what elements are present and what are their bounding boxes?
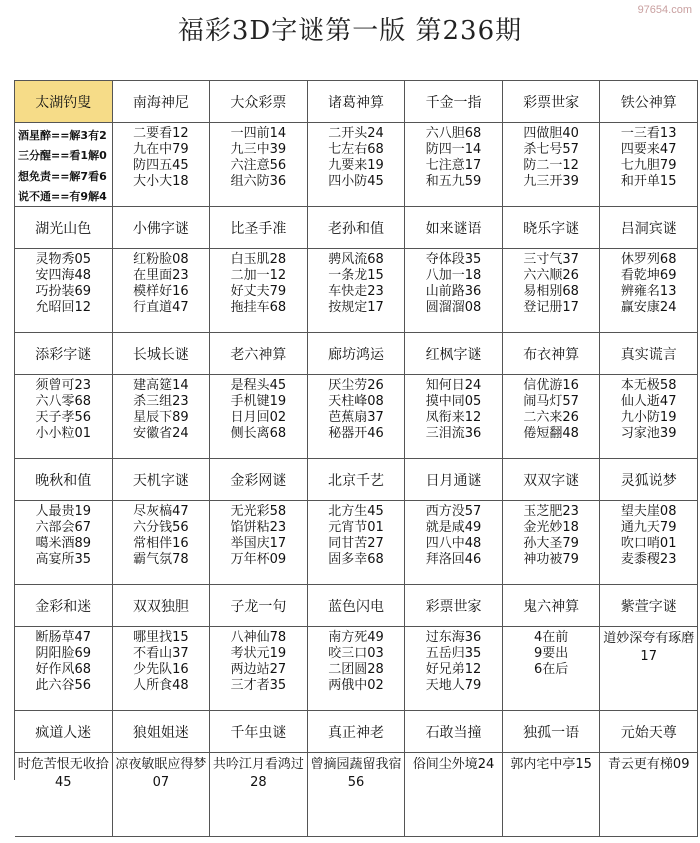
riddle-line: 通九天79 [620,520,677,535]
riddle-line: 哪里找15 [133,630,189,645]
riddle-line: 凤衔来12 [425,410,482,425]
riddle-cell [308,249,406,333]
riddle-line: 九要来19 [328,158,384,173]
riddle-cell [503,753,601,837]
riddle-line: 七九胆79 [620,158,677,173]
riddle-line: 三寸气37 [523,252,579,267]
riddle-line: 阴阳脸69 [35,646,92,661]
column-header: 铁公神算 [600,81,698,123]
column-header: 石敢当撞 [405,711,503,753]
riddle-line: 霸气氛78 [133,552,189,567]
riddle-cell [308,123,406,207]
column-header: 添彩字谜 [15,333,113,375]
riddle-line: 四八中48 [425,536,482,551]
column-header: 如来谜语 [405,207,503,249]
riddle-cell [15,249,113,333]
riddle-cell [210,627,308,711]
riddle-cell [600,375,698,459]
riddle-line: 好作风68 [35,662,92,677]
riddle-cell [405,501,503,585]
column-header: 小佛字谜 [113,207,211,249]
column-header: 鬼六神算 [503,585,601,627]
riddle-line: 考状元19 [230,646,287,661]
riddle-cell [503,249,601,333]
riddle-line: 玉芝肥23 [523,504,579,519]
riddle-cell [405,249,503,333]
riddle-line: 六部会67 [35,520,92,535]
column-header: 红枫字谜 [405,333,503,375]
riddle-cell [15,501,113,585]
column-header: 金彩网谜 [210,459,308,501]
riddle-line: 元宵节01 [328,520,384,535]
riddle-cell [113,627,211,711]
riddle-line: 看乾坤69 [620,268,677,283]
riddle-line: 四要来47 [620,142,677,157]
riddle-line: 四小防45 [328,174,384,189]
riddle-line: 举国庆17 [230,536,287,551]
riddle-line: 麦黍稷23 [620,552,677,567]
riddle-line: 防四一14 [425,142,482,157]
riddle-line: 金光妙18 [523,520,579,535]
riddle-line: 辨雍名13 [620,284,677,299]
column-header: 廊坊鸿运 [308,333,406,375]
riddle-line: 是程头45 [230,378,287,393]
riddle-line: 倦短翻48 [523,426,579,441]
riddle-line: 模样好16 [133,284,189,299]
column-header: 蓝色闪电 [308,585,406,627]
riddle-line: 人最贵19 [35,504,92,519]
site-watermark: 97654.com [637,4,692,16]
riddle-line: 日月回02 [230,410,287,425]
riddle-line: 四做胆40 [523,126,579,141]
riddle-line: 4在前 [533,630,569,645]
page-title: 福彩3D字谜第一版 第236期 [177,16,523,46]
riddle-line: 须曾可23 [35,378,92,393]
riddle-cell [405,123,503,207]
riddle-line: 圆溜溜08 [425,300,482,315]
riddle-line: 北方生45 [328,504,384,519]
riddle-cell [113,753,211,837]
column-header: 太湖钓叟 [15,81,113,123]
riddle-line: 天子孝56 [35,410,92,425]
riddle-line: 此六谷56 [35,678,92,693]
riddle-line: 防四五45 [133,158,189,173]
column-header: 吕洞宾谜 [600,207,698,249]
riddle-line: 拜洛回46 [425,552,482,567]
column-header: 长城长谜 [113,333,211,375]
riddle-line: 习家池39 [620,426,677,441]
riddle-line: 三泪流36 [425,426,482,441]
riddle-cell [210,501,308,585]
column-header: 疯道人迷 [15,711,113,753]
riddle-line: 二六来26 [523,410,579,425]
riddle-line: 小小粒01 [35,426,92,441]
riddle-line: 按规定17 [328,300,384,315]
riddle-line: 噶米酒89 [35,536,92,551]
column-header: 诸葛神算 [308,81,406,123]
riddle-line: 六注意56 [230,158,287,173]
riddle-line: 人所食48 [133,678,189,693]
riddle-cell [600,249,698,333]
riddle-line: 建高筵14 [133,378,189,393]
column-header: 千金一指 [405,81,503,123]
column-header: 真正神老 [308,711,406,753]
column-header: 比圣手准 [210,207,308,249]
riddle-line: 南方死49 [328,630,384,645]
riddle-line: 杀三组23 [133,394,189,409]
riddle-line: 好兄弟12 [425,662,482,677]
riddle-line: 安四海48 [35,268,92,283]
riddle-line: 同甘苦27 [328,536,384,551]
riddle-cell [15,627,113,711]
riddle-line: 神功被79 [523,552,579,567]
riddle-line: 五岳归35 [425,646,482,661]
riddle-line: 八神仙78 [230,630,287,645]
riddle-line: 想免责==解7看6 [18,169,107,183]
riddle-line: 郭内宅中亭15 [510,757,592,772]
riddle-line: 共吟江月看鸿过28 [212,757,304,790]
riddle-line: 说不通==有9解4 [18,189,107,203]
riddle-line: 不看山37 [133,646,189,661]
riddle-line: 望夫崖08 [620,504,677,519]
riddle-line: 馅饼粘23 [230,520,287,535]
riddle-line: 厌尘劳26 [328,378,384,393]
riddle-line: 就是咸49 [425,520,482,535]
riddle-line: 孙大圣79 [523,536,579,551]
riddle-line: 常相伴16 [133,536,189,551]
riddle-line: 侧长离68 [230,426,287,441]
riddle-line: 七注意17 [425,158,482,173]
riddle-line: 赢安康24 [620,300,677,315]
riddle-line: 灵物秀05 [35,252,92,267]
column-header: 双双独胆 [113,585,211,627]
riddle-line: 过东海36 [425,630,482,645]
riddle-line: 一条龙15 [328,268,384,283]
riddle-line: 仙人逝47 [620,394,677,409]
column-header: 日月通谜 [405,459,503,501]
column-header: 彩票世家 [405,585,503,627]
riddle-line: 九在中79 [133,142,189,157]
riddle-cell [15,375,113,459]
riddle-line: 杀七号57 [523,142,579,157]
column-header: 子龙一句 [210,585,308,627]
riddle-line: 夺体段35 [425,252,482,267]
riddle-line: 六八胆68 [425,126,482,141]
riddle-line: 天地人79 [425,678,482,693]
riddle-line: 知何日24 [425,378,482,393]
riddle-line: 星辰下89 [133,410,189,425]
riddle-line: 一四前14 [230,126,287,141]
riddle-line: 断肠草47 [35,630,92,645]
riddle-line: 骋风流68 [328,252,384,267]
riddle-line: 两俄中02 [328,678,384,693]
column-header: 千年虫谜 [210,711,308,753]
riddle-cell [308,375,406,459]
riddle-line: 和开单15 [620,174,677,189]
riddle-line: 高宴所35 [35,552,92,567]
riddle-table [14,80,698,790]
riddle-line: 曾摘园蔬留我宿56 [310,757,402,790]
column-header: 布衣神算 [503,333,601,375]
riddle-cell [405,627,503,711]
riddle-cell [405,753,503,837]
riddle-line: 6在后 [533,662,569,677]
riddle-line: 八加一18 [425,268,482,283]
riddle-cell [600,627,698,711]
riddle-cell [210,249,308,333]
riddle-cell [308,753,406,837]
riddle-line: 六六顺26 [523,268,579,283]
riddle-line: 万年杯09 [230,552,287,567]
riddle-line: 二开头24 [328,126,384,141]
riddle-line: 拖挂车68 [230,300,287,315]
riddle-line: 防二一12 [523,158,579,173]
riddle-line: 六八零68 [35,394,92,409]
riddle-cell [600,501,698,585]
riddle-line: 尽灰槁47 [133,504,189,519]
column-header: 元始天尊 [600,711,698,753]
riddle-line: 山前路36 [425,284,482,299]
column-header: 真实谎言 [600,333,698,375]
riddle-line: 行直道47 [133,300,189,315]
riddle-line: 道妙深夸有琢磨17 [603,631,695,664]
riddle-line: 咬三口03 [328,646,384,661]
riddle-line: 芭蕉扇37 [328,410,384,425]
riddle-line: 九三中39 [230,142,287,157]
column-header: 紫萱字谜 [600,585,698,627]
riddle-line: 组六防36 [230,174,287,189]
riddle-line: 九小防19 [620,410,677,425]
riddle-line: 好丈夫79 [230,284,287,299]
column-header: 晓乐字谜 [503,207,601,249]
column-header: 双双字谜 [503,459,601,501]
riddle-line: 二团圆28 [328,662,384,677]
riddle-line: 俗间尘外境24 [412,757,495,772]
riddle-cell [503,375,601,459]
riddle-line: 七左右68 [328,142,384,157]
riddle-line: 休罗列68 [620,252,677,267]
riddle-line: 和五九59 [425,174,482,189]
column-header: 老六神算 [210,333,308,375]
riddle-cell [210,123,308,207]
riddle-line: 吹口哨01 [620,536,677,551]
riddle-line: 白玉肌28 [230,252,287,267]
column-header: 独孤一语 [503,711,601,753]
column-header: 彩票世家 [503,81,601,123]
riddle-cell [308,627,406,711]
riddle-cell [113,249,211,333]
riddle-line: 西方没57 [425,504,482,519]
riddle-cell [15,753,113,837]
riddle-line: 允昭回12 [35,300,92,315]
riddle-cell [210,375,308,459]
riddle-cell [600,753,698,837]
riddle-cell [210,753,308,837]
riddle-line: 三分醒==看1解0 [18,149,107,163]
riddle-line: 一三看13 [620,126,677,141]
riddle-line: 凉夜敏眠应得梦07 [115,757,207,790]
riddle-line: 车快走23 [328,284,384,299]
riddle-line: 酒星醉==解3有2 [18,129,107,142]
column-header: 金彩和迷 [15,585,113,627]
riddle-line: 秘器开46 [328,426,384,441]
riddle-line: 时危苦恨无收拾45 [17,757,109,790]
column-header: 天机字谜 [113,459,211,501]
riddle-line: 少先队16 [133,662,189,677]
column-header: 南海神尼 [113,81,211,123]
riddle-line: 本无极58 [620,378,677,393]
column-header: 狼姐姐迷 [113,711,211,753]
riddle-line: 二加一12 [230,268,287,283]
riddle-line: 9要出 [533,646,569,661]
riddle-line: 安徽省24 [133,426,189,441]
riddle-cell [405,375,503,459]
column-header: 晚秋和值 [15,459,113,501]
riddle-line: 摸中同05 [425,394,482,409]
riddle-line: 九三开39 [523,174,579,189]
column-header: 北京千艺 [308,459,406,501]
riddle-line: 天柱峰08 [328,394,384,409]
riddle-cell [308,501,406,585]
riddle-cell [113,123,211,207]
riddle-line: 固多幸68 [328,552,384,567]
riddle-cell [113,375,211,459]
riddle-cell [113,501,211,585]
riddle-cell [503,627,601,711]
column-header: 大众彩票 [210,81,308,123]
riddle-line: 大小大18 [133,174,189,189]
riddle-line: 手机键19 [230,394,287,409]
riddle-line: 闹马灯57 [523,394,579,409]
riddle-line: 六分钱56 [133,520,189,535]
riddle-line: 登记册17 [523,300,579,315]
column-header: 老孙和值 [308,207,406,249]
riddle-line: 无光彩58 [230,504,287,519]
riddle-cell [503,501,601,585]
column-header: 灵狐说梦 [600,459,698,501]
riddle-line: 易相别68 [523,284,579,299]
column-header: 湖光山色 [15,207,113,249]
riddle-line: 红粉脸08 [133,252,189,267]
riddle-line: 两边站27 [230,662,287,677]
riddle-line: 巧扮装69 [35,284,92,299]
riddle-line: 在里面23 [133,268,189,283]
riddle-line: 青云更有梯09 [607,757,690,772]
riddle-cell [15,123,113,207]
riddle-cell [503,123,601,207]
riddle-line: 三才者35 [230,678,287,693]
riddle-line: 信优游16 [523,378,579,393]
riddle-cell [600,123,698,207]
riddle-line: 二要看12 [133,126,189,141]
